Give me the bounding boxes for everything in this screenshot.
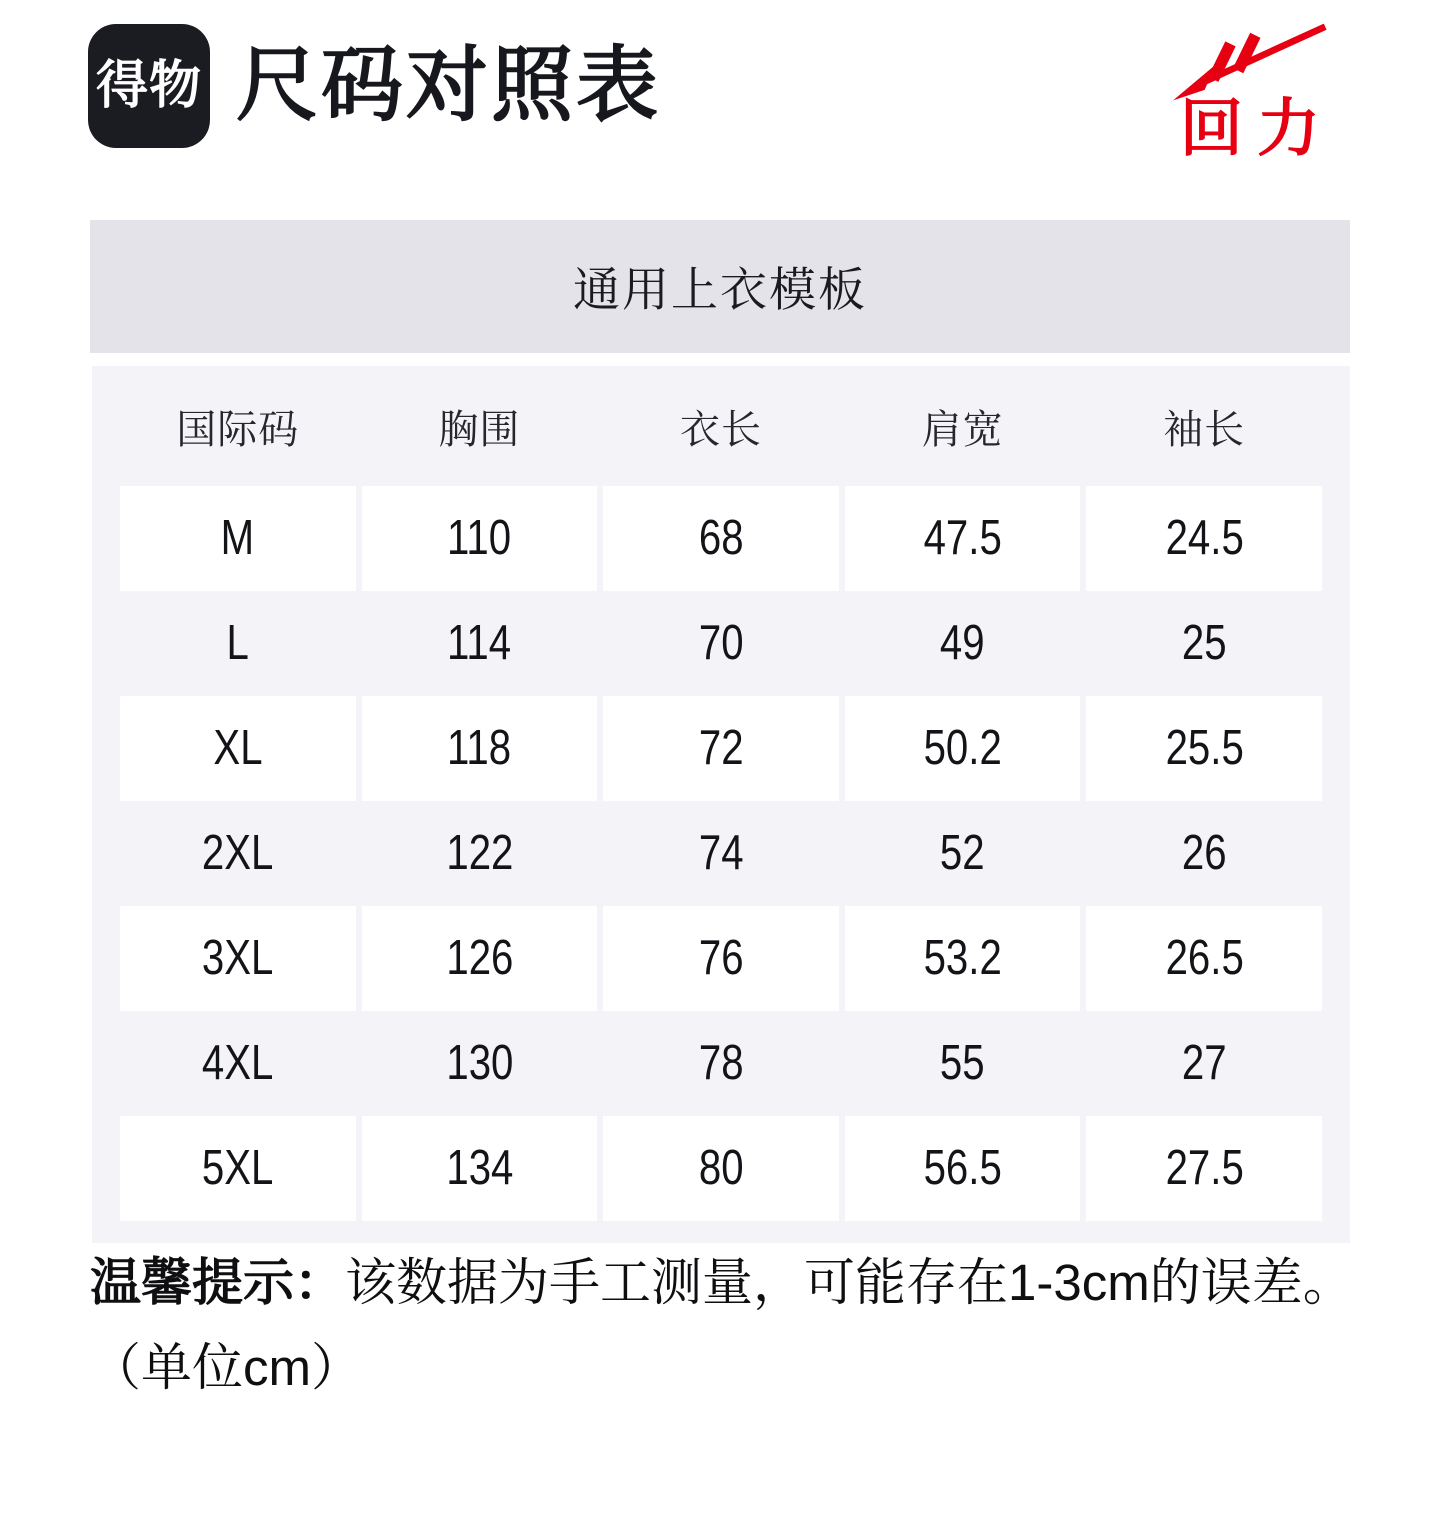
dewu-logo-text: 得物	[95, 57, 202, 115]
dewu-logo	[88, 24, 210, 148]
size-table	[92, 366, 1350, 1243]
footnote	[90, 1252, 1354, 1398]
table-row	[120, 486, 1322, 591]
size-cell: 5XL	[120, 1116, 356, 1221]
banner-title: 通用上衣模板	[573, 263, 867, 316]
value-cell: 72	[603, 696, 839, 801]
warrior-brand-logo	[1148, 20, 1334, 164]
size-cell: 4XL	[202, 1036, 274, 1090]
value-cell: 70	[698, 616, 744, 670]
footnote-unit-note: （单位cm）	[90, 1339, 362, 1397]
table-row	[120, 1011, 1322, 1116]
value-cell: 53.2	[845, 906, 1081, 1011]
header-cell-length: 衣长	[679, 407, 762, 452]
value-cell: 78	[698, 1036, 744, 1090]
value-cell: 126	[362, 906, 598, 1011]
header-cell-chest: 胸围	[438, 407, 521, 452]
value-cell: 25.5	[1086, 696, 1322, 801]
footnote-text: 该数据为手工测量，可能存在1-3cm的误差。	[345, 1254, 1354, 1311]
value-cell: 26.5	[1086, 906, 1322, 1011]
header-cell-size: 国际码	[176, 407, 300, 452]
value-cell: 24.5	[1086, 486, 1322, 591]
warrior-logo-text: 回力	[1180, 94, 1334, 164]
value-cell: 76	[603, 906, 839, 1011]
value-cell: 26	[1181, 826, 1227, 880]
value-cell: 25	[1181, 616, 1227, 670]
value-cell: 80	[603, 1116, 839, 1221]
size-cell: 3XL	[120, 906, 356, 1011]
value-cell: 134	[362, 1116, 598, 1221]
value-cell: 50.2	[845, 696, 1081, 801]
page-title: 尺码对照表	[236, 40, 662, 131]
value-cell: 122	[445, 826, 513, 880]
size-cell: L	[226, 616, 249, 670]
value-cell: 74	[698, 826, 744, 880]
size-cell: XL	[120, 696, 356, 801]
value-cell: 27	[1181, 1036, 1227, 1090]
value-cell: 27.5	[1086, 1116, 1322, 1221]
table-row	[120, 1116, 1322, 1221]
value-cell: 110	[362, 486, 598, 591]
value-cell: 114	[447, 616, 512, 670]
value-cell: 52	[940, 826, 985, 880]
value-cell: 130	[445, 1036, 513, 1090]
footnote-tip-line	[90, 1252, 1354, 1313]
table-row	[120, 906, 1322, 1011]
value-cell: 68	[603, 486, 839, 591]
page-header	[88, 24, 661, 148]
footnote-label: 温馨提示：	[90, 1254, 346, 1311]
size-cell: M	[120, 486, 356, 591]
header-cell-sleeve: 袖长	[1163, 407, 1246, 452]
template-banner	[90, 220, 1350, 353]
size-cell: 2XL	[202, 826, 274, 880]
table-header-row	[120, 366, 1322, 486]
table-row	[120, 591, 1322, 696]
table-row	[120, 801, 1322, 906]
value-cell: 118	[362, 696, 598, 801]
value-cell: 49	[940, 616, 985, 670]
table-row	[120, 696, 1322, 801]
header-cell-shoulder: 肩宽	[921, 407, 1004, 452]
value-cell: 56.5	[845, 1116, 1081, 1221]
value-cell: 55	[940, 1036, 985, 1090]
value-cell: 47.5	[845, 486, 1081, 591]
